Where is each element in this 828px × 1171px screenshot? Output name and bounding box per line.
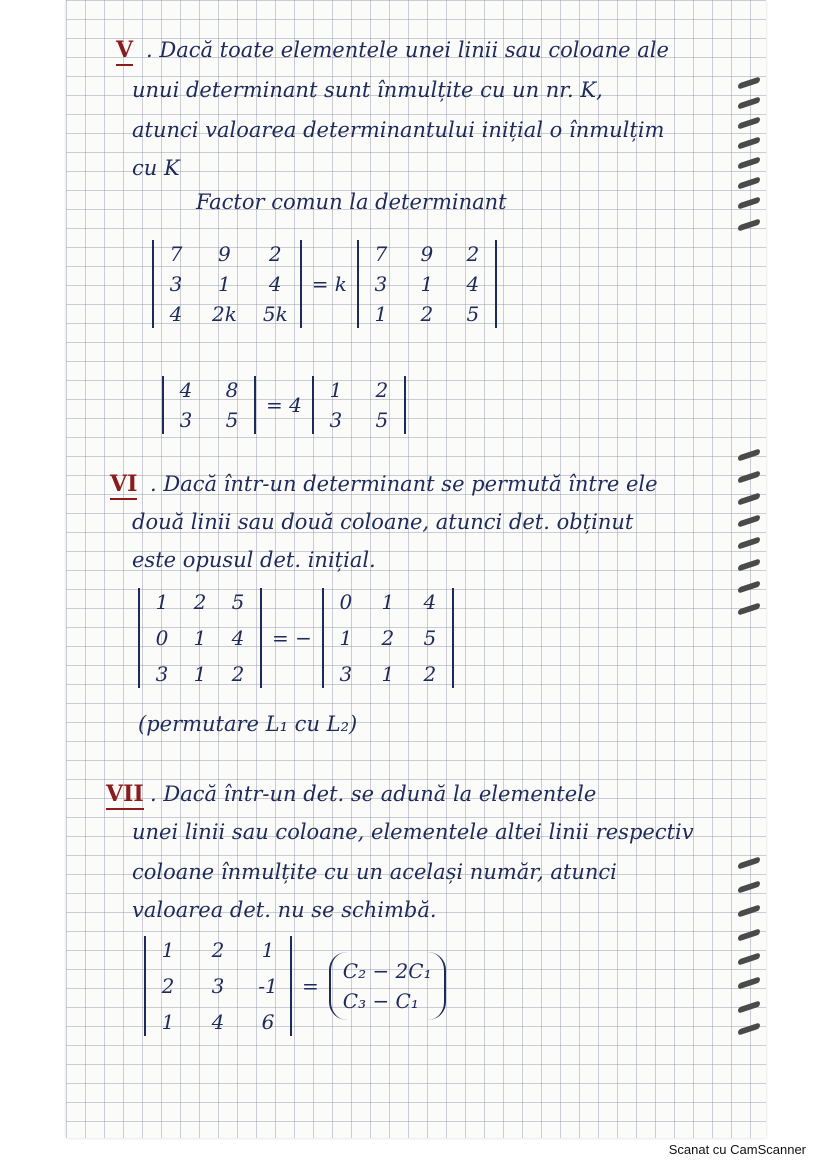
section-6-note: (permutare L₁ cu L₂) — [138, 712, 358, 736]
section-5-equation-2 — [162, 376, 406, 434]
matrix-entry: 5 — [423, 626, 437, 650]
matrix-entry: 1 — [339, 626, 353, 650]
matrix-entry: 9 — [420, 242, 434, 266]
spiral-ring — [738, 928, 760, 941]
section-5-line-4: cu K — [132, 156, 180, 180]
matrix-entry: 4 — [169, 302, 183, 326]
operation-c3: C₃ − C₁ — [342, 989, 419, 1013]
determinant-left-2 — [162, 376, 256, 434]
determinant-right-2 — [312, 376, 406, 434]
spiral-ring — [738, 514, 760, 527]
matrix-entry: 2 — [466, 242, 480, 266]
section-5-numeral: V — [116, 36, 133, 66]
matrix-entry: 4 — [466, 272, 480, 296]
matrix-entry: 1 — [329, 378, 343, 402]
spiral-ring — [738, 976, 760, 989]
matrix-entry: 5 — [231, 590, 245, 614]
determinant-right-1 — [357, 240, 497, 328]
spiral-ring — [738, 952, 760, 965]
section-6-numeral: VI — [110, 470, 137, 500]
determinant-left-1 — [152, 240, 302, 328]
matrix-entry: 2 — [420, 302, 434, 326]
matrix-entry: 3 — [339, 662, 353, 686]
matrix-entry: 5 — [225, 408, 239, 432]
matrix-entry: 7 — [169, 242, 183, 266]
matrix-entry: 1 — [161, 1010, 175, 1034]
section-7-equation — [144, 936, 446, 1036]
matrix-entry: 2 — [268, 242, 282, 266]
matrix-entry: 1 — [193, 662, 207, 686]
matrix-entry: 6 — [261, 1010, 275, 1034]
matrix-entry: 9 — [218, 242, 231, 266]
section-6-line-2: două linii sau două coloane, atunci det. obținut — [132, 510, 634, 534]
matrix-entry: 3 — [374, 272, 388, 296]
matrix-entry: 1 — [218, 272, 231, 296]
spiral-ring — [738, 602, 760, 615]
spiral-ring — [738, 218, 760, 231]
matrix-entry: 4 — [423, 590, 437, 614]
matrix-entry: 3 — [169, 272, 183, 296]
matrix-entry: 0 — [339, 590, 353, 614]
section-7-line-3: coloane înmulțite cu un același număr, atunci — [132, 860, 617, 884]
column-operations — [329, 952, 446, 1020]
section-6-equation — [138, 588, 454, 688]
matrix-entry: 0 — [155, 626, 169, 650]
section-5-subtitle: Factor comun la determinant — [196, 190, 507, 214]
operation-c2: C₂ − 2C₁ — [342, 959, 432, 983]
determinant-left-4 — [144, 936, 292, 1036]
matrix-entry: -1 — [258, 974, 278, 998]
section-5-equation-1 — [152, 240, 497, 328]
matrix-entry: 1 — [420, 272, 434, 296]
matrix-entry: 2 — [211, 938, 225, 962]
equals-k: = k — [311, 272, 347, 296]
spiral-ring — [738, 492, 760, 505]
matrix-entry: 3 — [179, 408, 193, 432]
equals-minus: = − — [272, 626, 312, 650]
spiral-ring — [738, 536, 760, 549]
matrix-entry: 4 — [231, 626, 245, 650]
matrix-entry: 1 — [381, 662, 395, 686]
matrix-entry: 5 — [466, 302, 480, 326]
spiral-ring — [738, 880, 760, 893]
spiral-ring — [738, 156, 760, 169]
matrix-entry: 7 — [374, 242, 388, 266]
section-6-line-1: . Dacă într-un determinant se permută între ele — [150, 472, 658, 496]
matrix-entry: 2 — [231, 662, 245, 686]
matrix-entry: 1 — [155, 590, 169, 614]
determinant-left-3 — [138, 588, 262, 688]
spiral-binding — [726, 0, 766, 1138]
equals-sign: = — [302, 974, 319, 998]
spiral-ring — [738, 136, 760, 149]
section-7-numeral: VII — [106, 780, 144, 810]
matrix-entry: 5k — [262, 302, 288, 326]
matrix-entry: 1 — [193, 626, 207, 650]
notebook-page — [66, 0, 766, 1138]
spiral-ring — [738, 558, 760, 571]
matrix-entry: 8 — [225, 378, 239, 402]
matrix-entry: 1 — [381, 590, 395, 614]
section-7-line-2: unei linii sau coloane, elementele altei linii respectiv — [132, 820, 694, 844]
scanner-watermark: Scanat cu CamScanner — [668, 1142, 806, 1157]
matrix-entry: 4 — [179, 378, 193, 402]
matrix-entry: 2 — [423, 662, 437, 686]
matrix-entry: 5 — [375, 408, 389, 432]
spiral-ring — [738, 176, 760, 189]
matrix-entry: 2 — [193, 590, 207, 614]
spiral-ring — [738, 470, 760, 483]
equals-4: = 4 — [266, 393, 302, 417]
spiral-ring — [738, 1022, 760, 1035]
matrix-entry: 4 — [211, 1010, 225, 1034]
section-7-line-4: valoarea det. nu se schimbă. — [132, 898, 437, 922]
spiral-ring — [738, 904, 760, 917]
matrix-entry: 4 — [268, 272, 282, 296]
matrix-entry: 2 — [375, 378, 389, 402]
section-5-line-3: atunci valoarea determinantului inițial o înmulțim — [132, 118, 665, 142]
section-6-line-3: este opusul det. inițial. — [132, 548, 376, 572]
matrix-entry: 1 — [261, 938, 275, 962]
spiral-ring — [738, 76, 760, 89]
spiral-ring — [738, 116, 760, 129]
determinant-right-3 — [322, 588, 454, 688]
spiral-ring — [738, 1000, 760, 1013]
matrix-entry: 3 — [211, 974, 225, 998]
matrix-entry: 2 — [161, 974, 175, 998]
section-5-line-1: . Dacă toate elementele unei linii sau coloane ale — [146, 38, 669, 62]
matrix-entry: 3 — [329, 408, 343, 432]
matrix-entry: 1 — [374, 302, 388, 326]
spiral-ring — [738, 96, 760, 109]
section-7-line-1: . Dacă într-un det. se adună la elementele — [150, 782, 597, 806]
matrix-entry: 2k — [212, 302, 237, 326]
spiral-ring — [738, 580, 760, 593]
spiral-ring — [738, 196, 760, 209]
section-5-line-2: unui determinant sunt înmulțite cu un nr. K, — [132, 78, 603, 102]
matrix-entry: 1 — [161, 938, 175, 962]
spiral-ring — [738, 448, 760, 461]
spiral-ring — [738, 856, 760, 869]
matrix-entry: 3 — [155, 662, 169, 686]
matrix-entry: 2 — [381, 626, 395, 650]
